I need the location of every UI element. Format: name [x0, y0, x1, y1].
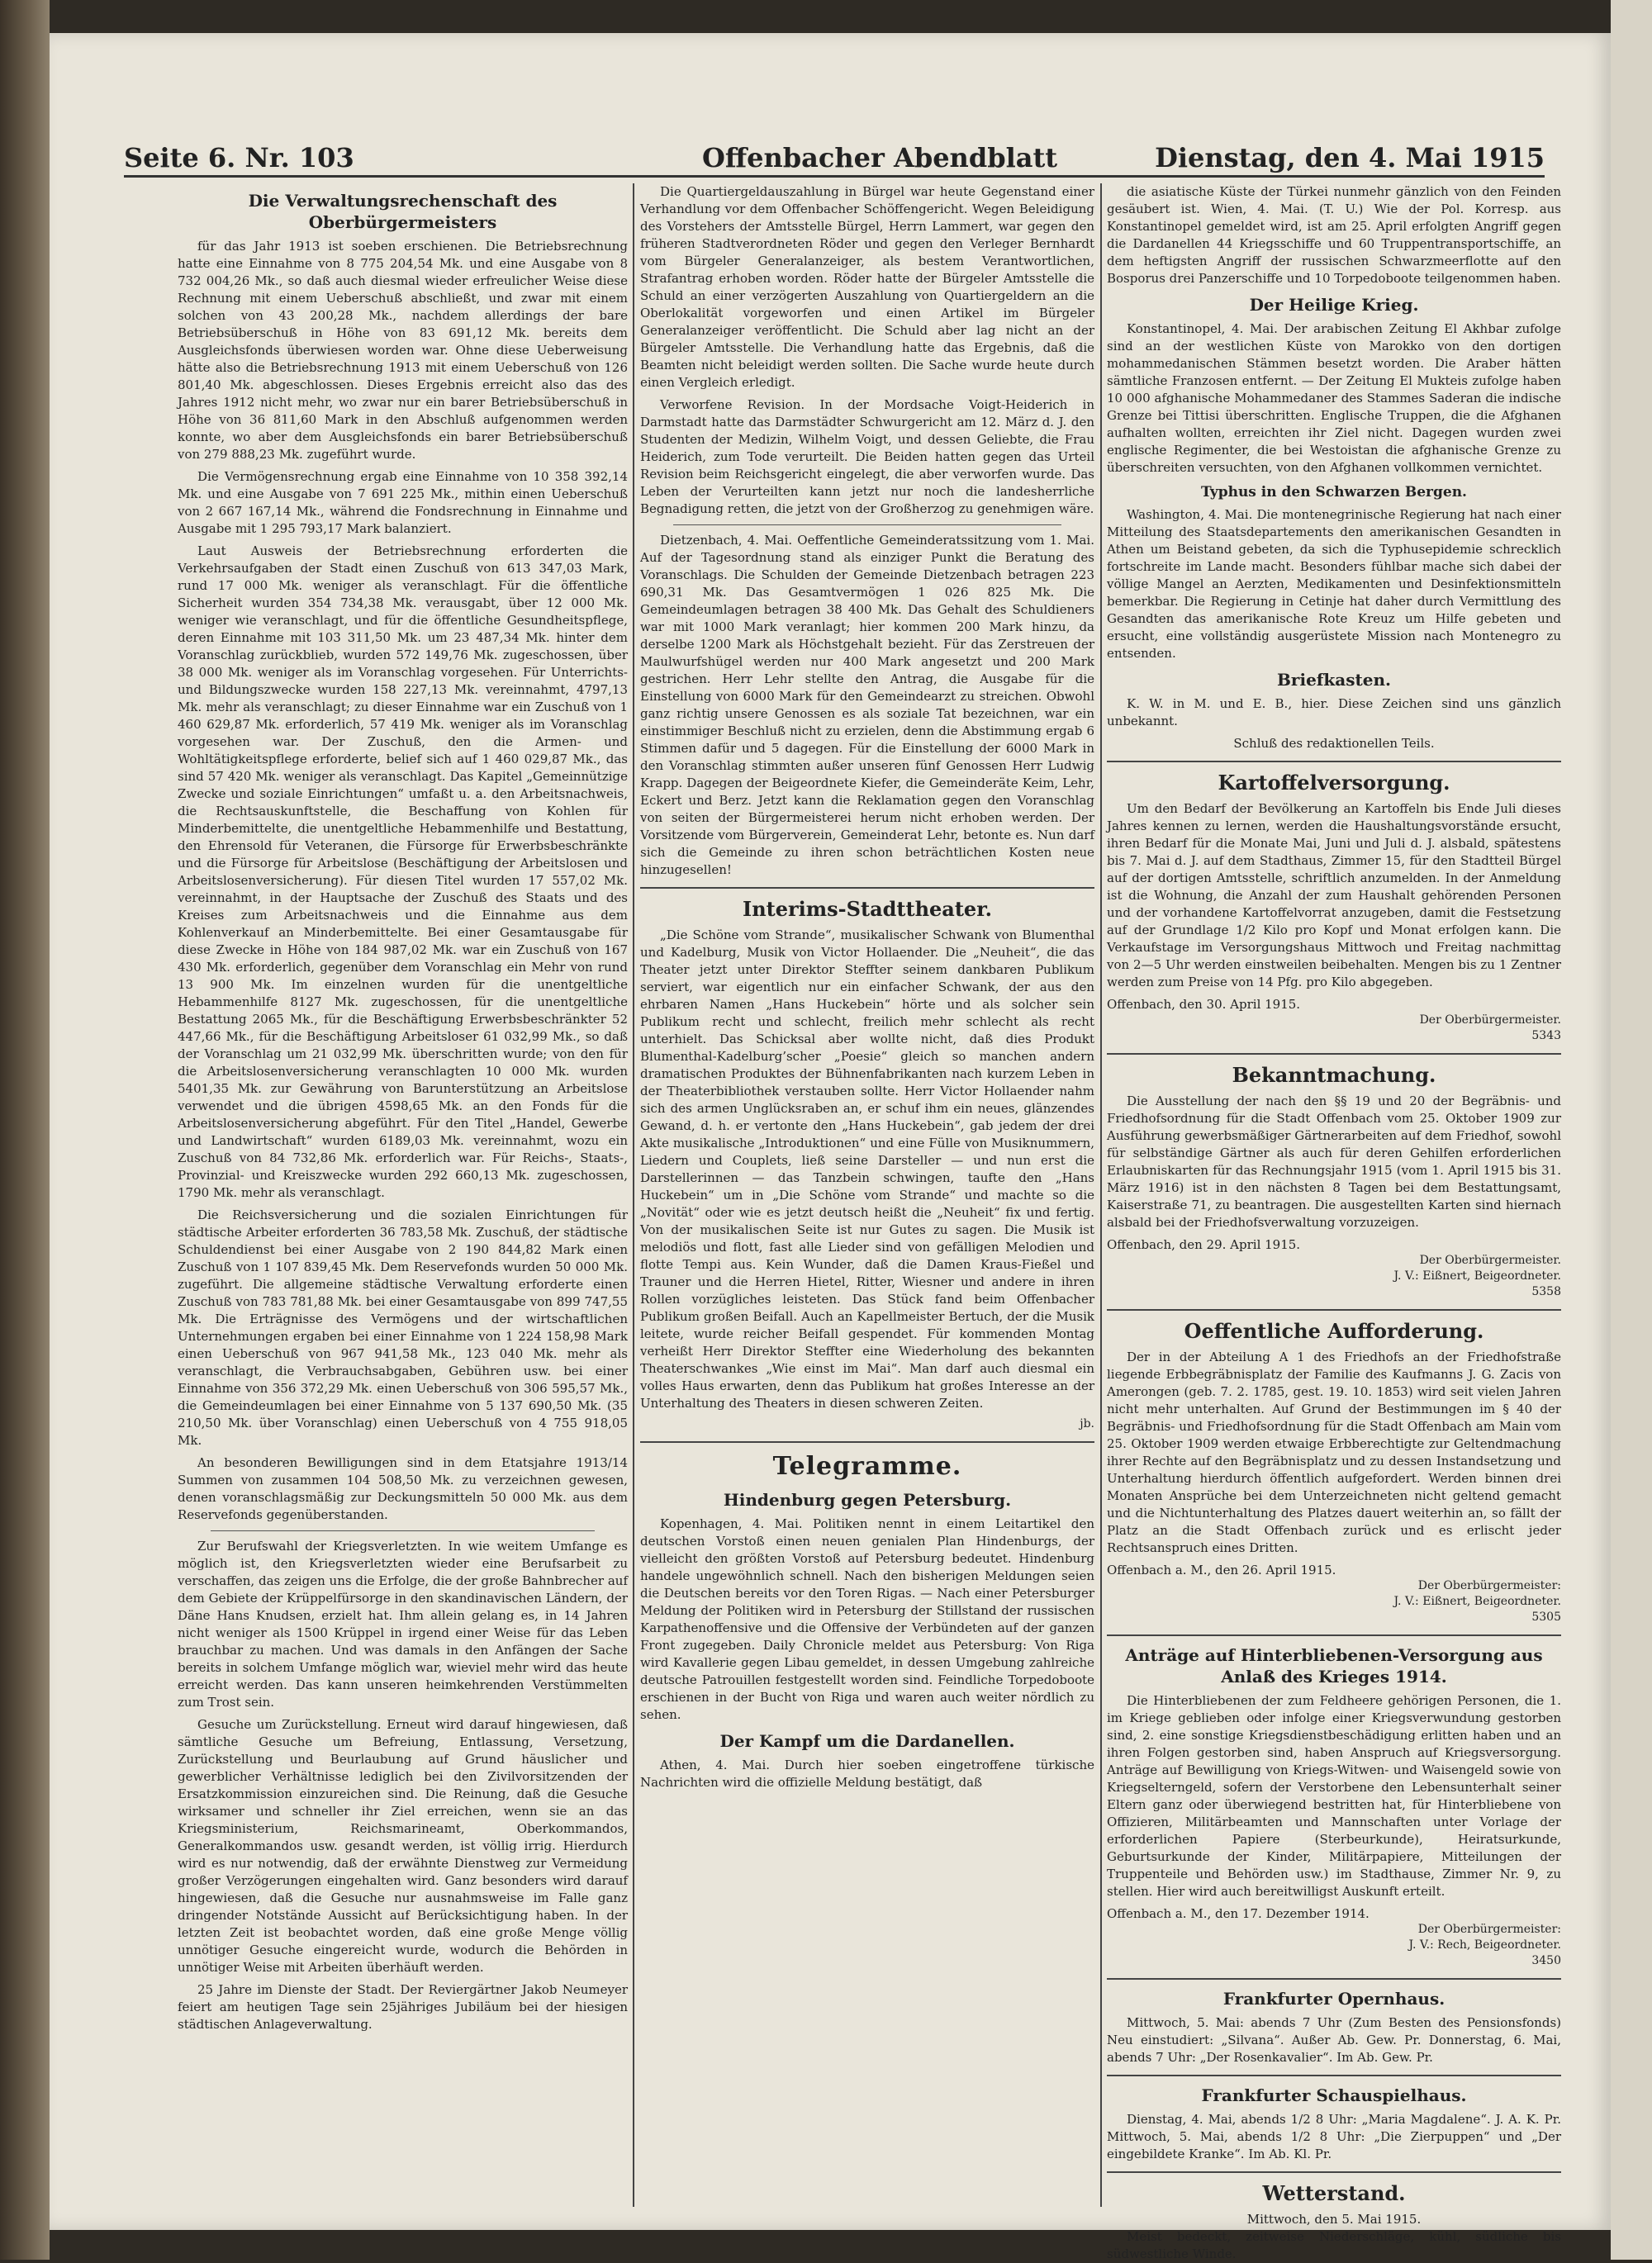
heiliger-krieg-headline: Der Heilige Krieg. [1249, 295, 1419, 315]
notice-place-date: Offenbach a. M., den 26. April 1915. [1107, 1563, 1336, 1577]
notice-number: 3450 [1531, 1954, 1561, 1967]
dardanellen-headline: Der Kampf um die Dardanellen. [719, 1731, 1015, 1751]
typhus-headline: Typhus in den Schwarzen Bergen. [1201, 484, 1467, 501]
article-paragraph: Gesuche um Zurückstellung. Erneut wird darauf hingewiesen, daß sämtliche Gesuche um Befreiung, Entlassung, Versetzung, Zurückstellung und Beurlaubung auf Grund häuslicher und gewerblicher Verhältnisse lediglich bei den Zivilvorsitzenden der Ersatzkommission einzureichen sind. Die Reinung, daß die Gesuche wirksamer und schneller ihr Ziel erreichen, wenn sie an das Kriegsministerium, Reichsmarineamt, Oberkommandos, Generalkommandos usw. gesandt werden, ist völlig irrig. Hierdurch wird es nur notwendig, daß der erwähnte Dienstweg zur Vermeidung großer Verzögerungen eingehalten wird. Ganz besonders wird darauf hingewiesen, daß die Gesuche nur ausnahmsweise im Falle ganz dringender Notstände Aussicht auf Berücksichtigung haben. In der letzten Zeit ist beobachtet worden, daß eine große Menge völlig unnötiger Gesuche eingereicht wurde, wodurch die Behörden in unnötiger Weise mit Arbeiten überhäuft werden. [178, 1717, 628, 1975]
notice-number: 5358 [1531, 1285, 1561, 1298]
next-page-edge [1611, 0, 1652, 2260]
column-1 [178, 183, 628, 2232]
page-number: Seite 6. Nr. 103 [124, 142, 354, 173]
article-paragraph: Washington, 4. Mai. Die montenegrinische Regierung hat nach einer Mitteilung des Staatsdepartements den amerikanischen Gesandten in Athen um Beistand gebeten, da sich die Typhusepidemie schrecklich fortschreite im Lande macht. Besonders fühlbar mache sich dabei der völlige Mangel an Aerzten, Medikamenten und Desinfektionsmitteln bemerkbar. Die Regierung in Cetinje hat daher durch Vermittlung des Gesandten das amerikanische Rote Kreuz um Hilfe gebeten und ersucht, eine vollständig ausgerüstete Mission nach Montenegro zu entsenden. [1107, 507, 1561, 661]
article-paragraph: 25 Jahre im Dienste der Stadt. Der Reviergärtner Jakob Neumeyer feiert am heutigen Tage sein 25jähriges Jubiläum bei der hiesigen städtischen Anlageverwaltung. [178, 1982, 628, 2032]
telegrams-headline: Telegramme. [772, 1452, 962, 1481]
divider [211, 1530, 595, 1531]
article-paragraph: K. W. in M. und E. B., hier. Diese Zeichen sind uns gänzlich unbekannt. [1107, 696, 1561, 728]
divider [1107, 1978, 1561, 1980]
notice-signature: Der Oberbürgermeister: [1417, 1579, 1561, 1592]
notice-place-date: Offenbach, den 29. April 1915. [1107, 1237, 1301, 1252]
editorial-end-note: Schluß des redaktionellen Teils. [1233, 736, 1435, 751]
article-paragraph: Konstantinopel, 4. Mai. Der arabischen Zeitung El Akhbar zufolge sind an der westlichen Küste von Marokko von den dortigen mohammedanischen Stämmen besetzt worden. Die Araber hätten sämtliche Franzosen entfernt. — Der Zeitung El Mukteis zufolge haben 10 000 afghanische Mohammedaner des Stammes Saderan die indische Grenze bei Tittisi überschritten. Englische Truppen, die die Afghanen aufhalten wollten, erreichten ihr Ziel nicht. Dagegen wurden zwei englische Regimenter, die bei Westoistan die afghanische Grenze zu überschreiten versuchten, von den Afghanen vollkommen vernichtet. [1107, 321, 1561, 475]
article-paragraph: Verworfene Revision. In der Mordsache Voigt-Heiderich in Darmstadt hatte das Darmstädter Schwurgericht am 12. März d. J. den Studenten der Medizin, Wilhelm Voigt, und dessen Geliebte, die Frau Heiderich, zum Tode verurteilt. Die Beiden hatten gegen das Urteil Revision beim Reichsgericht eingelegt, die aber verworfen wurde. Das Leben der Verurteilten kann jetzt nur noch die landesherrliche Begnadigung retten, die jetzt von der Großherzog zu genehmigen wäre. [640, 397, 1094, 516]
divider [1107, 761, 1561, 762]
article-paragraph: für das Jahr 1913 ist soeben erschienen. Die Betriebsrechnung hatte eine Einnahme von 8 775 204,54 Mk. und eine Ausgabe von 8 732 004,26 Mk., so daß auch diesmal wieder erfreulicher Weise diese Rechnung mit einem Ueberschuß abschließt, und zwar mit einem solchen von 43 200,28 Mk., nachdem allerdings der bare Betriebsüberschuß in Höhe von 83 691,12 Mk. bereits dem Ausgleichsfonds überwiesen worden war. Ohne diese Ueberweisung hätte also die Betriebsrechnung 1913 mit einem Ueberschuß von 126 801,40 Mk. abgeschlossen. Dieses Ergebnis erreicht also das des Jahres 1912 nicht mehr, wo zwar nur ein barer Betriebsüberschuß in Höhe von 36 811,60 Mark in den Abschluß aufgenommen werden konnte, wo aber dem Ausgleichsfonds ein barer Betriebsüberschuß von 279 888,23 Mk. zugeführt wurde. [178, 239, 628, 462]
theater-review: „Die Schöne vom Strande“, musikalischer Schwank von Blumenthal und Kadelburg, Musik von Victor Hollaender. Die „Neuheit“, die das Theater jetzt unter Direktor Steffter seinem dankbaren Publikum serviert, war eigentlich nur ein einfacher Schwank, der aus den ehrbaren Namen „Hans Huckebein“ hörte und als solcher sein Publikum recht und schlecht, freilich mehr schlecht als recht unterhielt. Das Schicksal aber wollte nicht, daß dies Produkt Blumenthal-Kadelburg’scher „Poesie“ gleich so manchen andern dramatischen Produktes der Bühnenfabrikanten nach kurzem Leben in der Theaterbibliothek verstauben sollte. Herr Victor Hollaender nahm sich des armen Unglücksraben an, er schuf ihm ein neues, glänzendes Gewand, d. h. er vertonte den „Hans Huckebein“, gab jedem der drei Akte musikalische „Introduktionen“ und eine Fülle von Musiknummern, Liedern und Couplets, ließ seine Darsteller — und nun erst die Darstellerinnen — das Tanzbein schwingen, taufte den „Hans Huckebein“ um in „Die Schöne vom Strande“ und machte so die „Novität“ oder wie es jetzt deutsch heißt die „Neuheit“ fix und fertig. Von der musikalischen Seite ist nur Gutes zu sagen. Die Musik ist melodiös und flott, fast alle Lieder sind von gefälligen Melodien und flotte Tempi aus. Kein Wunder, daß die Damen Kraus-Fießel und Trauner und die Herren Hietel, Ritter, Wiesner und andere in ihren Rollen vorzügliches leisteten. Das Stück fand beim Offenbacher Publikum großen Beifall. Auch an Kapellmeister Bertuch, der die Musik leitete, wurde reicher Beifall gespendet. Für kommenden Montag verheißt Herr Direktor Steffter eine Wiederholung des bekannten Theaterschwankes „Wie einst im Mai“. Man darf auch diesmal ein volles Haus erwarten, denn das Publikum hat großes Interesse an der Unterhaltung des Theaters in diesen schweren Zeiten. [640, 927, 1094, 1411]
schauspielhaus-headline: Frankfurter Schauspielhaus. [1201, 2085, 1467, 2105]
divider [673, 524, 1061, 525]
wetter-text: Meist bedeckt, zeitweise Niederschläge, kühl, südliche bis südwestliche Winde. [1107, 2229, 1561, 2261]
author-initials: jb. [1080, 1417, 1094, 1430]
wetter-headline: Wetterstand. [1262, 2181, 1406, 2205]
program-text: Dienstag, 4. Mai, abends 1/2 8 Uhr: „Maria Magdalene“. J. A. K. Pr. Mittwoch, 5. Mai, abends 1/2 8 Uhr: „Die Zierpuppen“ und „Der eingebildete Kranke“. Im Ab. Kl. Pr. [1107, 2112, 1561, 2161]
column-rule [633, 183, 634, 2207]
divider [1107, 1309, 1561, 1311]
kartoffel-headline: Kartoffelversorgung. [1218, 771, 1450, 795]
notice-place-date: Offenbach, den 30. April 1915. [1107, 997, 1301, 1012]
divider [1107, 2171, 1561, 2173]
notice-signature: J. V.: Eißnert, Beigeordneter. [1393, 1269, 1561, 1283]
article-paragraph: Dietzenbach, 4. Mai. Oeffentliche Gemeinderatssitzung vom 1. Mai. Auf der Tagesordnung stand als einziger Punkt die Beratung des Voranschlags. Die Schulden der Gemeinde Dietzenbach betragen 223 690,31 Mk. Das Gesamtvermögen 1 026 825 Mk. Die Gemeindeumlagen betragen 38 400 Mk. Das Gehalt des Schuldieners war mit 1000 Mark veranlagt; hier kommen 200 Mark hinzu, da derselbe 1200 Mark als Höchstgehalt bezieht. Für das Zerstreuen der Maulwurfshügel werden nur 400 Mark angesetzt und 200 Mark gestrichen. Herr Lehr stellte den Antrag, die Ausgabe für die Einstellung von 6000 Mark für den Gemeindearzt zu streichen. Obwohl ganz richtig unsere Genossen es als soziale Tat bezeichnen, war ein einstimmiger Beschluß nicht zu erzielen, denn die Abstimmung ergab 6 Stimmen dafür und 5 dagegen. Für die Einstellung der 6000 Mark in den Voranschlag stimmten außer unseren fünf Genossen Herr Ludwig Krapp. Dagegen der Beigeordnete Kiefer, die Gemeinderäte Keim, Lehr, Eckert und Berz. Jetzt kann die Reklamation gegen den Voranschlag von seiten der Bürgermeisterei herum nicht erhoben werden. Der Vorsitzende vom Bürgerverein, Gemeinderat Lehr, betonte es. Nun darf sich die Gemeinde zu ihren schon beträchtlichen Kosten neue hinzugesellen! [640, 533, 1094, 877]
column-rule [1100, 183, 1102, 2207]
article-paragraph: Die Quartiergeldauszahlung in Bürgel war heute Gegenstand einer Verhandlung vor dem Offenbacher Schöffengericht. Wegen Beleidigung des Vorstehers der Amtsstelle Bürgel, Herrn Lammert, war gegen den früheren Stadtverordneten Röder und gegen den Verleger Bernhardt vom Bürgeler Generalanzeiger, als bestem Verantwortlichen, Strafantrag erhoben worden. Röder hatte der Bürgeler Amtsstelle die Schuld an einer verzögerten Auszahlung von Quartiergeldern an die Oberlokalität vorgeworfen und einen Artikel im Bürgeler Generalanzeiger veröffentlicht. Die Schuld aber lag nicht an der Bürgeler Amtsstelle. Die Verhandlung hatte das Ergebnis, daß die Beamten nicht beleidigt werden sollten. Die Sache wurde heute durch einen Vergleich erledigt. [640, 184, 1094, 390]
wetter-date: Mittwoch, den 5. Mai 1915. [1246, 2212, 1422, 2227]
divider [1107, 1634, 1561, 1636]
article-paragraph: Laut Ausweis der Betriebsrechnung erforderten die Verkehrsaufgaben der Stadt einen Zuschuß von 613 347,03 Mark, rund 17 000 Mk. weniger als veranschlagt. Für die öffentliche Sicherheit wurden 354 734,38 Mk. verausgabt, über 12 000 Mk. weniger wie veranschlagt, und für die öffentliche Gesundheitspflege, deren Einnahme mit 103 311,50 Mk. um 23 487,34 Mk. hinter dem Voranschlag zurückblieb, wurden 572 149,76 Mk. zugeschossen, über 38 000 Mk. weniger als im Voranschlag vorgesehen. Für Unterrichts- und Bildungszwecke wurden 158 227,13 Mk. vereinnahmt, 4797,13 Mk. mehr als veranschlagt; zu dieser Einnahme war ein Zuschuß von 1 460 629,87 Mk. erforderlich, 57 419 Mk. weniger als im Voranschlag vorgesehen war. Der Zuschuß, den die Armen- und Wohltätigkeitspflege erforderte, belief sich auf 1 460 029,87 Mk., das sind 57 420 Mk. weniger als veranschlagt. Das Kapitel „Gemeinnützige Zwecke und soziale Einrichtungen“ umfaßt u. a. den Arbeitsnachweis, die Rechtsauskunftstelle, die Beschaffung von Kohlen für Minderbemittelte, die unentgeltliche Hebammenhilfe und Bestattung, den Ehrensold für Veteranen, die Fürsorge für Erwerbsbeschränkte und die Fürsorge für Arbeitslose (Beschäftigung der Arbeitslosen und Arbeitslosenversicherung). Für diesen Titel wurden 17 557,02 Mk. vereinnahmt, in der Hauptsache der Zuschuß des Staats und des Kreises zum Arbeitsnachweis und die Einnahme aus dem Kohlenverkauf an Minderbemittelte. Bei einer Gesamtausgabe für diese Zwecke in Höhe von 184 987,02 Mk. war ein Zuschuß von 167 430 Mk. erforderlich, gegenüber dem Voranschlag ein Mehr von rund 13 900 Mk. Im einzelnen wurden für die unentgeltliche Hebammenhilfe 8127 Mk. zugeschossen, für die unentgeltliche Bestattung 2065 Mk., für die Beschäftigung Erwerbsbeschränkter 52 447,66 Mk., für die Beschäftigung Arbeitsloser 61 032,99 Mk., so daß der Voranschlag um 21 032,99 Mk. überschritten wurde; von den für die Arbeitslosenversicherung veranschlagten 10 000 Mk. wurden 5401,35 Mk. zur Gewährung von Barunterstützung an Arbeitslose verwendet und die übrigen 4598,65 Mk. an den Fonds für die Arbeitslosenversicherung abgeführt. Für den Titel „Handel, Gewerbe und Landwirtschaft“ wurden 6189,03 Mk. vereinnahmt, wozu ein Zuschuß von 84 732,86 Mk. erforderlich war. Für Reichs-, Staats-, Provinzial- und Kreiszwecke wurden 292 660,13 Mk. zugeschossen, 1790 Mk. mehr als veranschlagt. [178, 543, 628, 1200]
hinterbliebenen-headline: Anträge auf Hinterbliebenen-Versorgung aus Anlaß des Krieges 1914. [1125, 1645, 1543, 1687]
dardanellen-text: Athen, 4. Mai. Durch hier soeben eingetroffene türkische Nachrichten wird die offizielle Meldung bestätigt, daß [640, 1758, 1094, 1790]
article-paragraph: Die Vermögensrechnung ergab eine Einnahme von 10 358 392,14 Mk. und eine Ausgabe von 7 691 225 Mk., mithin einen Ueberschuß von 2 667 167,14 Mk., während die Fondsrechnung in Einnahme und Ausgabe mit 1 295 793,17 Mark balanziert. [178, 469, 628, 536]
article-paragraph: die asiatische Küste der Türkei nunmehr gänzlich von den Feinden gesäubert ist. Wien, 4. Mai. (T. U.) Wie der Pol. Korresp. aus Konstantinopel gemeldet wird, ist am 25. April erfolgten Angriff gegen die Dardanellen 44 Kriegsschiffe und 60 Truppentransportschiffe, an dem heftigsten Angriff der russischen Schwarzmeerflotte auf den Bosporus drei Panzerschiffe und 10 Torpedoboote teilgenommen haben. [1107, 184, 1561, 286]
divider [640, 887, 1094, 889]
newspaper-title: Offenbacher Abendblatt [702, 142, 1058, 173]
article-paragraph: An besonderen Bewilligungen sind in dem Etatsjahre 1913/14 Summen von zusammen 104 508,50 Mk. zu verzeichnen gewesen, denen voranschlagsmäßig zur Deckungsmitteln 50 000 Mk. aus dem Reservefonds gegenüberstanden. [178, 1455, 628, 1522]
notice-number: 5343 [1531, 1029, 1561, 1042]
notice-signature: Der Oberbürgermeister. [1419, 1013, 1561, 1027]
hindenburg-headline: Hindenburg gegen Petersburg. [723, 1490, 1012, 1510]
hindenburg-text: Kopenhagen, 4. Mai. Politiken nennt in einem Leitartikel den deutschen Vorstoß einen neuen genialen Plan Hindenburgs, der vielleicht den größten Vorstoß auf Petersburg bedeutet. Hindenburg handele ungewöhnlich schnell. Nach den bisherigen Meldungen seien die Deutschen bereits vor den Toren Rigas. — Nach einer Petersburger Meldung der Politiken wird in Petersburg der Stillstand der russischen Karpathenoffensive und die Offensive der Verbündeten auf der ganzen Front zugegeben. Daily Chronicle meldet aus Petersburg: Von Riga wird Kavallerie gegen Libau gemeldet, in dessen Umgebung zahlreiche deutsche Patrouillen festgestellt worden sind. Feindliche Torpedoboote erschienen in der Bucht von Riga und waren auch weiter nördlich zu sehen. [640, 1516, 1094, 1722]
article-paragraph: Zur Berufswahl der Kriegsverletzten. In wie weitem Umfange es möglich ist, den Kriegsverletzten wieder eine Berufsarbeit zu verschaffen, das zeigen uns die Erfolge, die der große Bahnbrecher auf dem Gebiete der Krüppelfürsorge in den skandinavischen Ländern, der Däne Hans Knudsen, erzielt hat. Ihm allein gelang es, in 14 Jahren nicht weniger als 1500 Krüppel in irgend einer Weise für das Leben brauchbar zu machen. Und was damals in den Anfängen der Sache bereits in solchem Umfange möglich war, wieviel mehr wird das heute erreicht werden. Das kann unseren heimkehrenden Verstümmelten zum Trost sein. [178, 1539, 628, 1710]
article-headline: Die Verwaltungsrechenschaft des Oberbürgermeisters [248, 191, 558, 232]
briefkasten-headline: Briefkasten. [1277, 670, 1391, 690]
masthead [124, 126, 1545, 178]
notice-signature: Der Oberbürgermeister: [1417, 1923, 1561, 1936]
program-text: Mittwoch, 5. Mai: abends 7 Uhr (Zum Besten des Pensionsfonds) Neu einstudiert: „Silvana“. Außer Ab. Gew. Pr. Donnerstag, 6. Mai, abends 7 Uhr: „Der Rosenkavalier“. Im Ab. Gew. Pr. [1107, 2015, 1561, 2065]
divider [1107, 2075, 1561, 2076]
article-paragraph: Die Reichsversicherung und die sozialen Einrichtungen für städtische Arbeiter erforderten 36 783,58 Mk. Zuschuß, der städtische Schuldendienst bei einer Ausgabe von 2 190 844,82 Mark einen Zuschuß von 1 107 839,45 Mk. Dem Reservefonds wurden 50 000 Mk. zugeführt. Die allgemeine städtische Verwaltung erforderte einen Zuschuß von 783 781,88 Mk. bei einer Gesamtausgabe von 899 747,55 Mk. Die Erträgnisse des Vermögens und der wirtschaftlichen Unternehmungen ergaben bei einer Einnahme von 1 224 158,98 Mark einen Ueberschuß von 967 941,58 Mk., 123 040 Mk. mehr als veranschlagt, die Verbrauchsabgaben, Gebühren usw. bei einer Einnahme von 356 372,29 Mk. einen Ueberschuß von 306 595,57 Mk., die Gemeindeumlagen bei einer Einnahme von 5 137 690,50 Mk. (35 210,50 Mk. über Voranschlag) einen Ueberschuß von 4 755 918,05 Mk. [178, 1207, 628, 1448]
notice-signature: Der Oberbürgermeister. [1419, 1254, 1561, 1267]
theater-headline: Interims-Stadttheater. [742, 897, 992, 921]
notice-number: 5305 [1531, 1611, 1561, 1624]
notice-text: Die Hinterbliebenen der zum Feldheere gehörigen Personen, die 1. im Kriege geblieben oder infolge einer Kriegsverwundung gestorben sind, 2. eine sonstige Kriegsdienstbeschädigung erlitten haben und an ihren Folgen gestorben sind, haben Anspruch auf Kriegsversorgung. Anträge auf Bewilligung von Kriegs-Witwen- und Waisengeld sowie von Kriegselterngeld, sofern der Verstorbene den Lebensunterhalt seiner Eltern ganz oder überwiegend bestritten hat, für Hinterbliebene von Offizieren, Militärbeamten und Mannschaften unter Vorlage der erforderlichen Papiere (Sterbeurkunde), Heiratsurkunde, Geburtsurkunde der Kinder, Militärpapiere, Mitteilungen der Truppenteile und Behörden usw.) im Stadthause, Zimmer Nr. 9, zu stellen. Hier wird auch bereitwilligst Auskunft erteilt. [1107, 1693, 1561, 1899]
book-spine [0, 0, 50, 2260]
aufforderung-headline: Oeffentliche Aufforderung. [1184, 1319, 1484, 1343]
divider [1107, 1053, 1561, 1055]
column-2 [640, 183, 1094, 2232]
notice-signature: J. V.: Eißnert, Beigeordneter. [1393, 1595, 1561, 1608]
notice-text: Die Ausstellung der nach den §§ 19 und 20 der Begräbnis- und Friedhofsordnung für die Stadt Offenbach vom 25. Oktober 1909 zur Ausführung gewerbsmäßiger Gärtnerarbeiten auf dem Friedhof, sowohl für selbständige Gärtner als auch für deren Gehilfen erforderlichen Erlaubniskarten für das Rechnungsjahr 1915 (vom 1. April 1915 bis 31. März 1916) ist in den nächsten 8 Tagen bei dem Bestattungsamt, Kaiserstraße 71, zu beantragen. Die ausgestellten Karten sind hiernach alsbald bei der Friedhofsverwaltung vorzuzeigen. [1107, 1094, 1561, 1230]
issue-date: Dienstag, den 4. Mai 1915 [1155, 142, 1545, 173]
notice-text: Der in der Abteilung A 1 des Friedhofs an der Friedhofstraße liegende Erbbegräbnisplatz der Familie des Kaufmanns J. G. Zacis von Amerongen (geb. 7. 2. 1785, gest. 19. 10. 1853) wird seit vielen Jahren nicht mehr unterhalten. Auf Grund der Bestimmungen im § 40 der Begräbnis- und Friedhofsordnung für die Stadt Offenbach am Main vom 25. Oktober 1909 werden etwaige Erbberechtigte zur Geltendmachung ihrer Rechte auf den Begräbnisplatz und zu dessen Instandsetzung und Unterhaltung hierdurch öffentlich aufgefordert. Werden binnen drei Monaten Ansprüche bei dem Unterzeichneten nicht geltend gemacht und die Nichtunterhaltung des Platzes dauert weiterhin an, so fällt der Platz an die Stadt Offenbach zurück und es erlischt jeder Rechtsanspruch eines Dritten. [1107, 1350, 1561, 1555]
notice-place-date: Offenbach a. M., den 17. Dezember 1914. [1107, 1906, 1370, 1921]
opernhaus-headline: Frankfurter Opernhaus. [1222, 1989, 1446, 2009]
bekanntmachung-headline: Bekanntmachung. [1232, 1063, 1436, 1087]
column-3 [1107, 183, 1561, 2261]
notice-text: Um den Bedarf der Bevölkerung an Kartoffeln bis Ende Juli dieses Jahres kennen zu lernen, werden die Haushaltungsvorstände ersucht, ihren Bedarf für die Monate Mai, Juni und Juli d. J. alsbald, spätestens bis 7. Mai d. J. auf dem Stadthaus, Zimmer 15, für den Stadtteil Bürgel auf der dortigen Amtsstelle, schriftlich anzumelden. In der Anmeldung ist die Wohnung, die Anzahl der zum Haushalt gehörenden Personen und der vorhandene Kartoffelvorrat anzugeben, damit die Festsetzung auf der Grundlage 1/2 Kilo pro Kopf und Monat erfolgen kann. Die Verkaufstage im Versorgungshaus Mittwoch und Freitag nachmittag von 2—5 Uhr werden einstweilen beibehalten. Mengen bis zu 1 Zentner werden zum Preise von 14 Pfg. pro Kilo abgegeben. [1107, 801, 1561, 989]
divider [640, 1441, 1094, 1443]
notice-signature: J. V.: Rech, Beigeordneter. [1408, 1938, 1561, 1952]
